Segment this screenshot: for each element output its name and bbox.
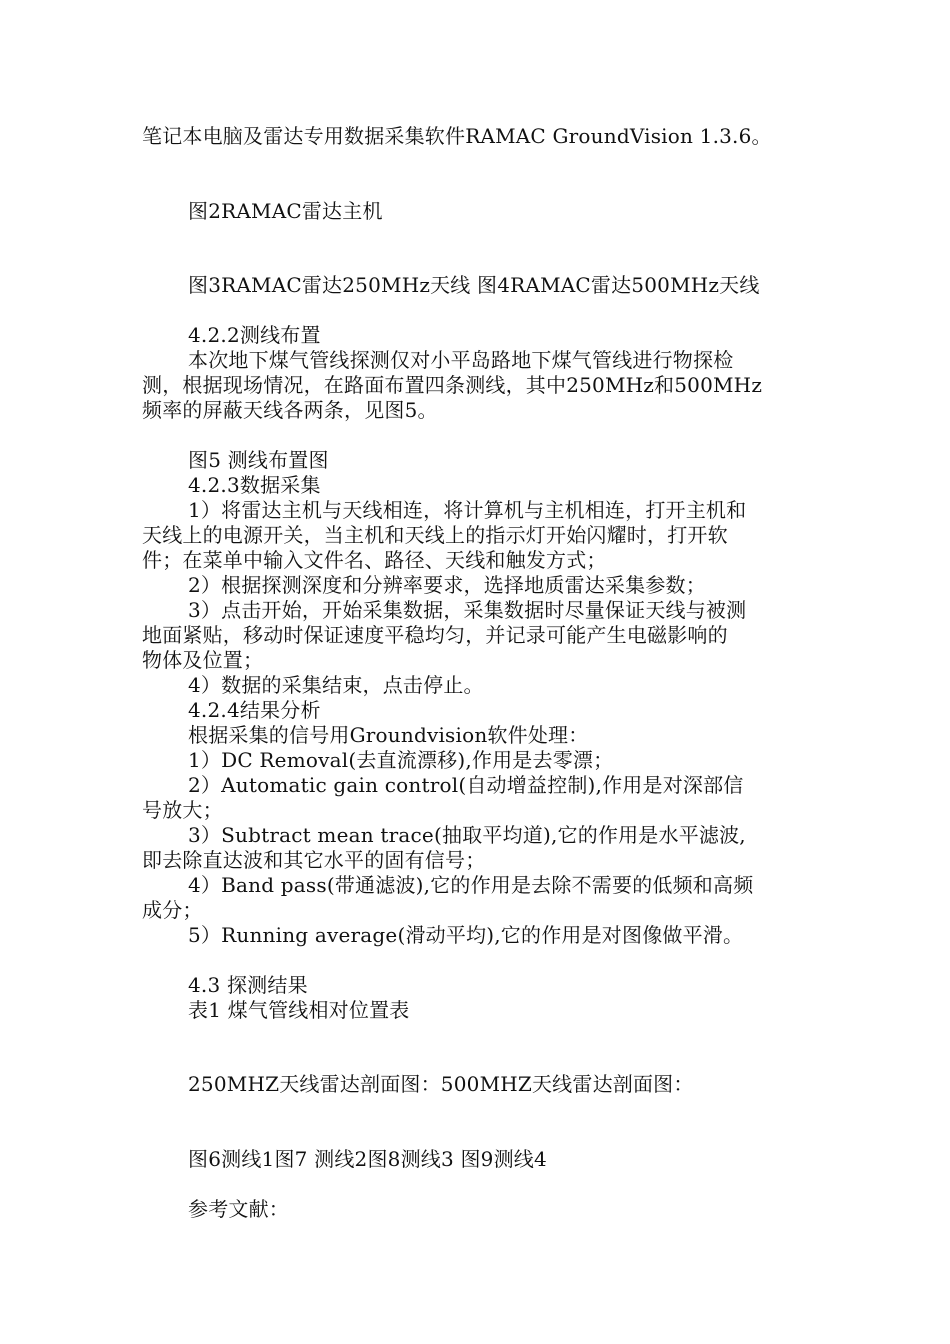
paragraph-line: 测，根据现场情况，在路面布置四条测线，其中250MHz和500MHz <box>142 373 763 397</box>
paragraph-line: 1）将雷达主机与天线相连，将计算机与主机相连，打开主机和 <box>188 498 747 522</box>
paragraph-line: 1）DC Removal(去直流漂移),作用是去零漂； <box>188 748 614 772</box>
paragraph-line: 本次地下煤气管线探测仅对小平岛路地下煤气管线进行物探检 <box>188 348 734 372</box>
text-line-software: 笔记本电脑及雷达专用数据采集软件RAMAC GroundVision 1.3.6。 <box>142 124 772 148</box>
figure-caption-5: 图5 测线布置图 <box>188 448 329 472</box>
paragraph-line: 5）Running average(滑动平均),它的作用是对图像做平滑。 <box>188 923 744 947</box>
section-heading-4-2-4: 4.2.4结果分析 <box>188 698 321 722</box>
paragraph-line: 物体及位置； <box>142 648 264 672</box>
table-caption-1: 表1 煤气管线相对位置表 <box>188 998 410 1022</box>
radar-profile-caption: 250MHZ天线雷达剖面图：500MHZ天线雷达剖面图： <box>188 1072 694 1096</box>
figure-caption-2: 图2RAMAC雷达主机 <box>188 199 383 223</box>
paragraph-line: 天线上的电源开关，当主机和天线上的指示灯开始闪耀时，打开软 <box>142 523 728 547</box>
section-heading-4-2-2: 4.2.2测线布置 <box>188 323 321 347</box>
paragraph-line: 4）数据的采集结束，点击停止。 <box>188 673 484 697</box>
paragraph-line: 2）根据探测深度和分辨率要求，选择地质雷达采集参数； <box>188 573 706 597</box>
paragraph-line: 成分； <box>142 898 203 922</box>
figure-caption-3-4: 图3RAMAC雷达250MHz天线 图4RAMAC雷达500MHz天线 <box>188 273 760 297</box>
paragraph-line: 号放大； <box>142 798 223 822</box>
paragraph-line: 即去除直达波和其它水平的固有信号； <box>142 848 486 872</box>
figure-caption-6-9: 图6测线1图7 测线2图8测线3 图9测线4 <box>188 1147 547 1171</box>
paragraph-line: 根据采集的信号用Groundvision软件处理： <box>188 723 589 747</box>
paragraph-line: 4）Band pass(带通滤波),它的作用是去除不需要的低频和高频 <box>188 873 754 897</box>
paragraph-line: 2）Automatic gain control(自动增益控制),作用是对深部信 <box>188 773 744 797</box>
section-heading-4-2-3: 4.2.3数据采集 <box>188 473 321 497</box>
paragraph-line: 3）点击开始，开始采集数据，采集数据时尽量保证天线与被测 <box>188 598 747 622</box>
paragraph-line: 件；在菜单中输入文件名、路径、天线和触发方式； <box>142 548 607 572</box>
paragraph-line: 频率的屏蔽天线各两条，见图5。 <box>142 398 438 422</box>
section-heading-4-3: 4.3 探测结果 <box>188 973 308 997</box>
references-heading: 参考文献： <box>188 1197 289 1221</box>
paragraph-line: 地面紧贴，移动时保证速度平稳均匀，并记录可能产生电磁影响的 <box>142 623 728 647</box>
paragraph-line: 3）Subtract mean trace(抽取平均道),它的作用是水平滤波, <box>188 823 746 847</box>
